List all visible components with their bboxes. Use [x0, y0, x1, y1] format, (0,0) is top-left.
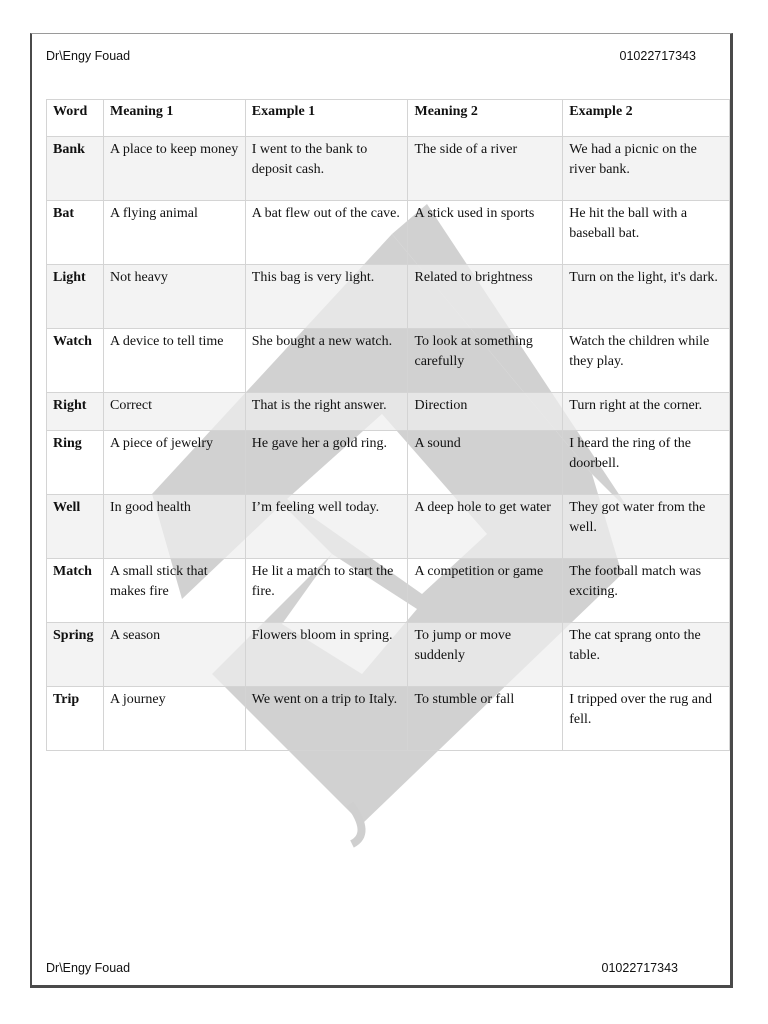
- cell-word: Spring: [47, 623, 104, 687]
- cell-meaning1: Correct: [103, 393, 245, 431]
- cell-example2: Turn right at the corner.: [563, 393, 730, 431]
- table-row: [47, 201, 730, 265]
- cell-word: Bat: [47, 201, 104, 265]
- cell-example1: This bag is very light.: [245, 265, 408, 329]
- cell-word: Ring: [47, 431, 104, 495]
- table-row: [47, 623, 730, 687]
- header-author: Dr\Engy Fouad: [46, 49, 131, 63]
- cell-meaning1: A season: [103, 623, 245, 687]
- cell-example1: He gave her a gold ring.: [245, 431, 408, 495]
- cell-meaning2: To jump or move suddenly: [408, 623, 563, 687]
- table-row: [47, 495, 730, 559]
- cell-meaning1: Not heavy: [103, 265, 245, 329]
- cell-example1: I’m feeling well today.: [245, 495, 408, 559]
- table-row: [47, 329, 730, 393]
- column-header-meaning1: Meaning 1: [103, 100, 245, 137]
- cell-example2: Watch the children while they play.: [563, 329, 730, 393]
- cell-example2: The cat sprang onto the table.: [563, 623, 730, 687]
- cell-meaning2: A competition or game: [408, 559, 563, 623]
- cell-word: Match: [47, 559, 104, 623]
- cell-example1: He lit a match to start the fire.: [245, 559, 408, 623]
- column-header-word: Word: [47, 100, 104, 137]
- cell-example2: Turn on the light, it's dark.: [563, 265, 730, 329]
- cell-word: Well: [47, 495, 104, 559]
- cell-meaning2: To look at something carefully: [408, 329, 563, 393]
- table-header-row: [47, 100, 730, 137]
- table-row: [47, 137, 730, 201]
- cell-meaning1: In good health: [103, 495, 245, 559]
- cell-example2: He hit the ball with a baseball bat.: [563, 201, 730, 265]
- cell-example1: She bought a new watch.: [245, 329, 408, 393]
- cell-example2: I tripped over the rug and fell.: [563, 687, 730, 751]
- column-header-example2: Example 2: [563, 100, 730, 137]
- cell-word: Trip: [47, 687, 104, 751]
- cell-example1: Flowers bloom in spring.: [245, 623, 408, 687]
- cell-meaning1: A place to keep money: [103, 137, 245, 201]
- table-row: [47, 265, 730, 329]
- column-header-meaning2: Meaning 2: [408, 100, 563, 137]
- cell-meaning2: A deep hole to get water: [408, 495, 563, 559]
- table-row: [47, 687, 730, 751]
- cell-meaning1: A device to tell time: [103, 329, 245, 393]
- cell-meaning1: A flying animal: [103, 201, 245, 265]
- cell-word: Watch: [47, 329, 104, 393]
- cell-meaning2: A sound: [408, 431, 563, 495]
- document-page: [30, 33, 733, 988]
- cell-word: Right: [47, 393, 104, 431]
- table-row: [47, 393, 730, 431]
- cell-word: Light: [47, 265, 104, 329]
- cell-example1: We went on a trip to Italy.: [245, 687, 408, 751]
- cell-example1: I went to the bank to deposit cash.: [245, 137, 408, 201]
- header-phone: 01022717343: [619, 49, 696, 63]
- cell-example2: They got water from the well.: [563, 495, 730, 559]
- cell-meaning1: A small stick that makes fire: [103, 559, 245, 623]
- cell-meaning2: To stumble or fall: [408, 687, 563, 751]
- footer-author: Dr\Engy Fouad: [46, 961, 131, 975]
- cell-word: Bank: [47, 137, 104, 201]
- cell-example1: A bat flew out of the cave.: [245, 201, 408, 265]
- cell-example1: That is the right answer.: [245, 393, 408, 431]
- column-header-example1: Example 1: [245, 100, 408, 137]
- footer-phone: 01022717343: [601, 961, 678, 975]
- word-meanings-table: [46, 99, 730, 751]
- cell-meaning2: A stick used in sports: [408, 201, 563, 265]
- cell-meaning2: Direction: [408, 393, 563, 431]
- cell-meaning1: A piece of jewelry: [103, 431, 245, 495]
- cell-example2: We had a picnic on the river bank.: [563, 137, 730, 201]
- cell-example2: The football match was exciting.: [563, 559, 730, 623]
- table-row: [47, 431, 730, 495]
- cell-meaning2: Related to brightness: [408, 265, 563, 329]
- cell-example2: I heard the ring of the doorbell.: [563, 431, 730, 495]
- cell-meaning1: A journey: [103, 687, 245, 751]
- table-row: [47, 559, 730, 623]
- cell-meaning2: The side of a river: [408, 137, 563, 201]
